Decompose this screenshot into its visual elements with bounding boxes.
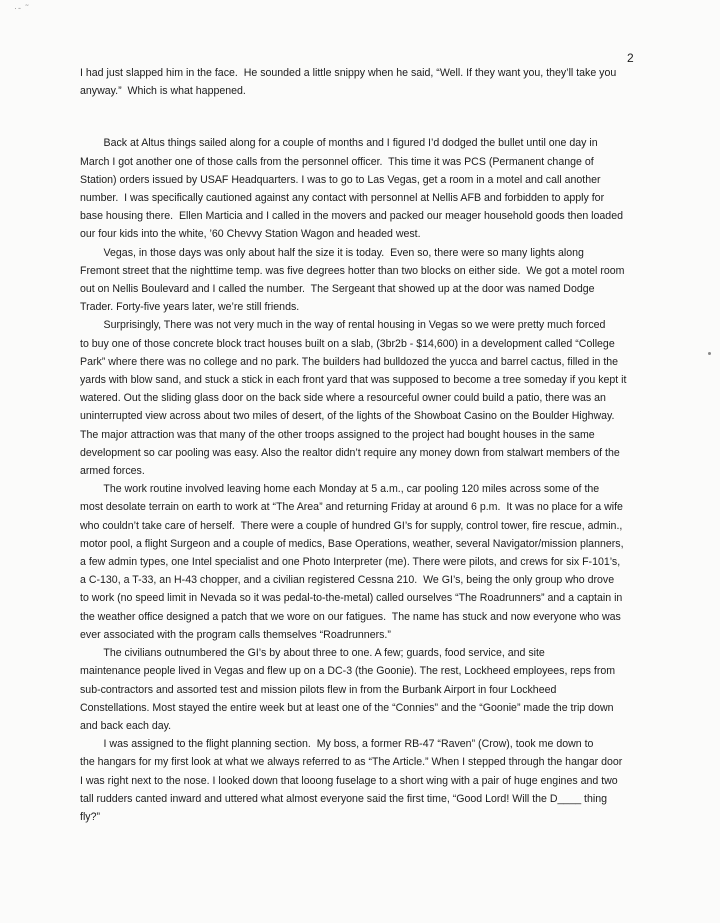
text-line: Back at Altus things sailed along for a couple of months and I figured I’d dodged the bullet until one day in <box>80 137 598 150</box>
text-line: to buy one of those concrete block tract houses built on a slab, (3br2b - $14,600) in a development called “College <box>80 337 615 350</box>
text-line: tall rudders canted inward and uttered what almost everyone said the first time, “Good Lord! Will the D____ thing <box>80 792 608 805</box>
paragraph-3 <box>80 244 682 317</box>
document-body <box>80 64 682 826</box>
text-line: uninterrupted view across about two miles of desert, of the lights of the Showboat Casino on the Boulder Highway. <box>80 410 615 423</box>
text-line: Constellations. Most stayed the entire week but at least one of the “Connies” and the “Goonie” made the trip down <box>80 701 614 714</box>
text-line: March I got another one of those calls from the personnel officer. This time it was PCS (Permanent change of <box>80 155 594 168</box>
text-line: maintenance people lived in Vegas and flew up on a DC-3 (the Goonie). The rest, Lockheed employees, reps from <box>80 665 616 678</box>
paragraph-5 <box>80 480 682 644</box>
text-line: I had just slapped him in the face. He sounded a little snippy when he said, “Well. If they want you, they’ll take you <box>80 67 617 79</box>
page-number: 2 <box>627 51 634 65</box>
text-line: base housing there. Ellen Marticia and I called in the movers and packed our meager household goods then loaded <box>80 210 623 223</box>
text-line: Fremont street that the nighttime temp. was five degrees hotter than two blocks on either side. We got a motel room <box>80 264 625 277</box>
text-line: out on Nellis Boulevard and I called the number. The Sergeant that showed up at the door was named Dodge <box>80 283 595 296</box>
scan-mark: ·- ˜ <box>14 3 30 13</box>
text-line: The major attraction was that many of the other troops assigned to the project had bought houses in the same <box>80 428 595 441</box>
text-line: The civilians outnumbered the GI’s by about three to one. A few; guards, food service, and site <box>80 647 545 660</box>
paragraph-2 <box>80 134 682 243</box>
text-line: Park” where there was no college and no park. The builders had bulldozed the yucca and barrel cactus, filled in the <box>80 355 619 368</box>
text-line: development so car pooling was easy. Also the realtor didn’t require any money down from stalwart members of the <box>80 446 620 459</box>
text-line: most desolate terrain on earth to work at “The Area” and returning Friday at around 6 p.m. It was no place for a wife <box>80 501 623 514</box>
text-line: anyway.” Which is what happened. <box>80 85 246 98</box>
text-line: Vegas, in those days was only about half the size it is today. Even so, there were so many lights along <box>80 246 584 259</box>
text-line: watered. Out the sliding glass door on the back side where a resourceful owner could build a patio, there was an <box>80 392 606 405</box>
text-line: armed forces. <box>80 465 145 478</box>
text-line: the hangars for my first look at what we always referred to as “The Article.” When I stepped through the hangar door <box>80 756 623 769</box>
text-line: the weather office designed a patch that we wore on our fatigues. The name has stuck and now everyone who was <box>80 610 621 623</box>
text-line: Trader. Forty-five years later, we’re still friends. <box>80 301 300 314</box>
text-line: Surprisingly, There was not very much in the way of rental housing in Vegas so we were pretty much forced <box>80 319 606 332</box>
text-line: sub-contractors and assorted test and mission pilots flew in from the Burbank Airport in four Lockheed <box>80 683 557 696</box>
text-line: fly?” <box>80 810 101 823</box>
text-line: who couldn’t take care of herself. There were a couple of hundred GI’s for supply, control tower, fire rescue, admin., <box>80 519 623 532</box>
paragraph-6 <box>80 644 682 735</box>
text-line: I was right next to the nose. I looked down that looong fuselage to a short wing with a pair of huge engines and two <box>80 774 618 787</box>
text-line: a C-130, a T-33, an H-43 chopper, and a civilian registered Cessna 210. We GI’s, being the only group who drove <box>80 574 615 587</box>
text-line: I was assigned to the flight planning section. My boss, a former RB-47 “Raven” (Crow), took me down to <box>80 738 594 751</box>
text-line: motor pool, a flight Surgeon and a couple of medics, Base Operations, weather, several Navigator/mission planners, <box>80 537 624 550</box>
paragraph-1 <box>80 64 682 100</box>
text-line: and back each day. <box>80 719 172 732</box>
text-line: our four kids into the white, ’60 Chevvy Station Wagon and headed west. <box>80 228 421 241</box>
paragraph-7 <box>80 735 682 826</box>
text-line: ever associated with the program calls themselves “Roadrunners.” <box>80 628 391 641</box>
text-line: Station) orders issued by USAF Headquarters. I was to go to Las Vegas, get a room in a motel and call another <box>80 173 601 186</box>
text-line: a few admin types, one Intel specialist and one Photo Interpreter (me). There were pilots, and crews for six F-101’s, <box>80 556 621 569</box>
paragraph-4 <box>80 316 682 480</box>
scan-speck <box>708 352 711 355</box>
text-line: yards with blow sand, and stuck a stick in each front yard that was supposed to become a tree someday if you kept it <box>80 374 627 387</box>
text-line: The work routine involved leaving home each Monday at 5 a.m., car pooling 120 miles across some of the <box>80 483 600 496</box>
text-line: to work (no speed limit in Nevada so it was pedal-to-the-metal) called ourselves “The Roadrunners” and a captain in <box>80 592 623 605</box>
text-line: number. I was specifically cautioned against any contact with personnel at Nellis AFB and forbidden to apply for <box>80 192 605 205</box>
